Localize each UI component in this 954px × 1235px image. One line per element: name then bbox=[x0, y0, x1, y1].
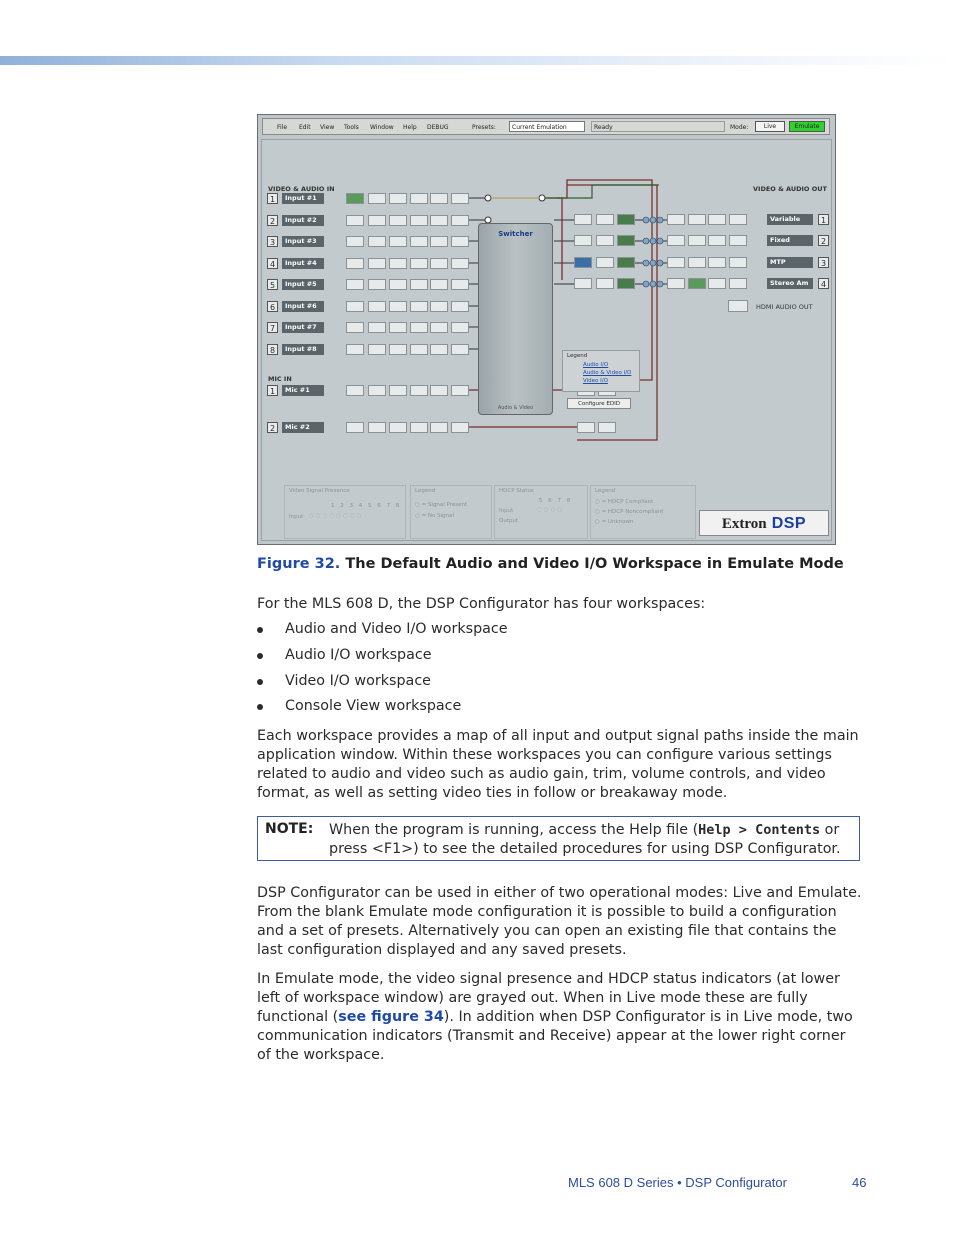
input-dsp-block[interactable] bbox=[410, 193, 428, 204]
legend-audio-video-io: Audio & Video I/O bbox=[583, 370, 632, 376]
mode-label: Mode: bbox=[730, 124, 749, 131]
input-number: 3 bbox=[267, 236, 278, 247]
output-dsp-block[interactable] bbox=[667, 257, 685, 268]
legend-video-io: Video I/O bbox=[583, 378, 608, 384]
output-number: 4 bbox=[818, 278, 829, 289]
mic-label[interactable]: Mic #1 bbox=[282, 385, 324, 396]
input-dsp-block[interactable] bbox=[451, 193, 469, 204]
figure-number: Figure 32. bbox=[257, 556, 341, 572]
output-dsp-block[interactable] bbox=[667, 235, 685, 246]
input-dsp-block[interactable] bbox=[346, 301, 364, 312]
menu-debug[interactable]: DEBUG bbox=[427, 124, 449, 131]
mic-dsp-block[interactable] bbox=[430, 422, 448, 433]
input-dsp-block[interactable] bbox=[368, 193, 386, 204]
mic-dsp-block[interactable] bbox=[368, 385, 386, 396]
output-dsp-block[interactable] bbox=[708, 257, 726, 268]
input-dsp-block[interactable] bbox=[430, 215, 448, 226]
input-dsp-block[interactable] bbox=[389, 322, 407, 333]
input-label[interactable]: Input #5 bbox=[282, 279, 324, 290]
input-dsp-block[interactable] bbox=[389, 236, 407, 247]
input-dsp-block[interactable] bbox=[410, 215, 428, 226]
hdcp-title: HDCP Status bbox=[499, 488, 534, 494]
mic-dsp-block[interactable] bbox=[368, 422, 386, 433]
input-dsp-block[interactable] bbox=[410, 236, 428, 247]
mic-number: 1 bbox=[267, 385, 278, 396]
mic-dsp-block[interactable] bbox=[410, 422, 428, 433]
output-mix-block[interactable] bbox=[617, 235, 635, 246]
input-dsp-block[interactable] bbox=[389, 279, 407, 290]
mic-dsp-block[interactable] bbox=[451, 385, 469, 396]
mic-dsp-block[interactable] bbox=[389, 422, 407, 433]
menu-file[interactable]: File bbox=[277, 124, 288, 131]
output-mix-block[interactable] bbox=[596, 235, 614, 246]
input-dsp-block[interactable] bbox=[430, 322, 448, 333]
input-dsp-block[interactable] bbox=[346, 193, 364, 204]
input-dsp-block[interactable] bbox=[368, 215, 386, 226]
vsp-numbers: 1 2 3 4 5 6 7 8 bbox=[331, 503, 402, 509]
input-dsp-block[interactable] bbox=[389, 344, 407, 355]
input-dsp-block[interactable] bbox=[346, 279, 364, 290]
output-dsp-block[interactable] bbox=[688, 214, 706, 225]
header-gradient-bar bbox=[0, 56, 954, 65]
mic-dsp-block[interactable] bbox=[346, 385, 364, 396]
output-mix-block[interactable] bbox=[574, 235, 592, 246]
output-dsp-block[interactable] bbox=[708, 278, 726, 289]
legend2-title: Legend bbox=[415, 488, 436, 494]
output-number: 1 bbox=[818, 214, 829, 225]
intro-paragraph: For the MLS 608 D, the DSP Configurator has four workspaces: bbox=[257, 596, 706, 612]
input-dsp-block[interactable] bbox=[368, 322, 386, 333]
input-dsp-block[interactable] bbox=[368, 258, 386, 269]
output-dsp-block[interactable] bbox=[688, 257, 706, 268]
mic-dsp-block[interactable] bbox=[430, 385, 448, 396]
workspace-description-paragraph: Each workspace provides a map of all input and output signal paths inside the main application window. Within these workspaces you can configure various settings related to audio and video such as audio gain, trim, volume controls, and video format, as well as setting video ties in follow or breakaway mode. bbox=[257, 728, 859, 801]
dsp-configurator-screenshot bbox=[257, 114, 836, 545]
output-fixed[interactable]: Fixed bbox=[767, 235, 813, 246]
status-field: Ready bbox=[591, 121, 725, 132]
extron-dsp-logo: Extron DSP bbox=[699, 510, 829, 536]
output-mix-block[interactable] bbox=[596, 257, 614, 268]
presets-select[interactable]: Current Emulation bbox=[509, 121, 585, 132]
input-number: 1 bbox=[267, 193, 278, 204]
video-signal-presence-panel bbox=[284, 485, 406, 539]
input-dsp-block[interactable] bbox=[346, 236, 364, 247]
legend3-title: Legend bbox=[595, 488, 616, 494]
input-dsp-block[interactable] bbox=[410, 344, 428, 355]
vsp-title: Video Signal Presence bbox=[289, 488, 350, 494]
input-dsp-block[interactable] bbox=[451, 258, 469, 269]
mic-dsp-block[interactable] bbox=[389, 385, 407, 396]
output-mix-block[interactable] bbox=[596, 278, 614, 289]
output-mix-block[interactable] bbox=[617, 278, 635, 289]
input-label[interactable]: Input #1 bbox=[282, 193, 324, 204]
input-dsp-block[interactable] bbox=[451, 322, 469, 333]
input-number: 8 bbox=[267, 344, 278, 355]
signal-legend-panel bbox=[410, 485, 492, 539]
input-label[interactable]: Input #8 bbox=[282, 344, 324, 355]
emulate-button[interactable]: Emulate bbox=[789, 121, 825, 132]
input-dsp-block[interactable] bbox=[389, 301, 407, 312]
hdcp-numbers: 5 6 7 8 bbox=[539, 498, 573, 504]
switcher-footer: Audio & Video bbox=[497, 405, 534, 411]
input-dsp-block[interactable] bbox=[451, 236, 469, 247]
hdmi-audio-out-label: HDMI AUDIO OUT bbox=[756, 303, 813, 311]
mic-dsp-block[interactable] bbox=[451, 422, 469, 433]
input-dsp-block[interactable] bbox=[410, 258, 428, 269]
output-mix-block[interactable] bbox=[574, 257, 592, 268]
page-number: 46 bbox=[852, 1175, 867, 1190]
output-mix-block[interactable] bbox=[574, 214, 592, 225]
vsp-indicators: ○○○○○○○○ bbox=[309, 513, 364, 519]
note-box bbox=[257, 816, 860, 861]
menu-bar bbox=[262, 118, 830, 135]
hdcp-status-panel bbox=[494, 485, 588, 539]
output-dsp-block[interactable] bbox=[667, 214, 685, 225]
output-number: 2 bbox=[818, 235, 829, 246]
input-dsp-block[interactable] bbox=[430, 279, 448, 290]
output-stereo-amp[interactable]: Stereo Am bbox=[767, 278, 813, 289]
input-dsp-block[interactable] bbox=[346, 344, 364, 355]
input-dsp-block[interactable] bbox=[410, 322, 428, 333]
presets-label: Presets: bbox=[472, 124, 496, 131]
output-dsp-block[interactable] bbox=[708, 214, 726, 225]
output-dsp-block[interactable] bbox=[729, 278, 747, 289]
input-dsp-block[interactable] bbox=[430, 258, 448, 269]
menu-edit[interactable]: Edit bbox=[299, 124, 311, 131]
output-number: 3 bbox=[818, 257, 829, 268]
input-dsp-block[interactable] bbox=[346, 322, 364, 333]
input-dsp-block[interactable] bbox=[410, 301, 428, 312]
input-dsp-block[interactable] bbox=[389, 258, 407, 269]
input-dsp-block[interactable] bbox=[346, 258, 364, 269]
input-dsp-block[interactable] bbox=[389, 215, 407, 226]
output-mix-block[interactable] bbox=[617, 214, 635, 225]
legend2-item: ○ = No Signal bbox=[415, 513, 455, 519]
menu-window[interactable]: Window bbox=[370, 124, 394, 131]
input-dsp-block[interactable] bbox=[451, 279, 469, 290]
legend3-item: ○ = Unknown bbox=[595, 519, 634, 525]
mic-mix-block[interactable] bbox=[577, 422, 595, 433]
input-number: 7 bbox=[267, 322, 278, 333]
menu-tools[interactable]: Tools bbox=[344, 124, 359, 131]
legend-title: Legend bbox=[567, 353, 588, 359]
mic-label[interactable]: Mic #2 bbox=[282, 422, 324, 433]
hdmi-audio-block[interactable] bbox=[728, 300, 748, 312]
input-number: 6 bbox=[267, 301, 278, 312]
modes-paragraph: DSP Configurator can be used in either of two operational modes: Live and Emulate. From the blank Emulate mode configuration it is possible to build a configuration and a set of presets. Alternatively you can open an existing file that contains the last configuration displayed and any saved presets. bbox=[257, 885, 862, 958]
see-figure-34-link[interactable]: see figure 34 bbox=[338, 1009, 444, 1025]
menu-view[interactable]: View bbox=[320, 124, 335, 131]
input-number: 5 bbox=[267, 279, 278, 290]
emulate-mode-paragraph: In Emulate mode, the video signal presence and HDCP status indicators (at lower left of workspace window) are grayed out. When in Live mode these are fully functional (see figure 34). In addition when DSP Configurator is in Live mode, two communication indicators (Transmit and Receive) appear at the lower right corner of the workspace. bbox=[257, 971, 853, 1063]
input-dsp-block[interactable] bbox=[346, 215, 364, 226]
input-dsp-block[interactable] bbox=[430, 344, 448, 355]
output-dsp-block[interactable] bbox=[729, 214, 747, 225]
video-audio-in-heading: VIDEO & AUDIO IN bbox=[268, 185, 335, 193]
hdcp-legend-panel bbox=[590, 485, 696, 539]
input-label[interactable]: Input #4 bbox=[282, 258, 324, 269]
figure-caption bbox=[257, 556, 844, 572]
vsp-input-label: Input bbox=[289, 514, 304, 520]
output-mtp[interactable]: MTP bbox=[767, 257, 813, 268]
input-dsp-block[interactable] bbox=[368, 344, 386, 355]
output-dsp-block[interactable] bbox=[708, 235, 726, 246]
input-dsp-block[interactable] bbox=[368, 236, 386, 247]
signal-legend bbox=[562, 350, 640, 392]
output-variable[interactable]: Variable bbox=[767, 214, 813, 225]
note-label: NOTE: bbox=[265, 821, 314, 837]
output-dsp-block[interactable] bbox=[688, 235, 706, 246]
output-dsp-block[interactable] bbox=[729, 235, 747, 246]
figure-caption-text: The Default Audio and Video I/O Workspace in Emulate Mode bbox=[345, 556, 844, 572]
output-dsp-block[interactable] bbox=[688, 278, 706, 289]
hdcp-output-label: Output bbox=[499, 518, 519, 524]
video-audio-out-heading: VIDEO & AUDIO OUT bbox=[753, 185, 827, 193]
mic-mix-block[interactable] bbox=[598, 422, 616, 433]
hdcp-input-label: Input bbox=[499, 508, 514, 514]
mic-dsp-block[interactable] bbox=[346, 422, 364, 433]
input-dsp-block[interactable] bbox=[451, 301, 469, 312]
input-number: 2 bbox=[267, 215, 278, 226]
input-dsp-block[interactable] bbox=[430, 301, 448, 312]
input-label[interactable]: Input #6 bbox=[282, 301, 324, 312]
input-dsp-block[interactable] bbox=[368, 279, 386, 290]
workspace-canvas bbox=[261, 139, 832, 541]
input-dsp-block[interactable] bbox=[389, 193, 407, 204]
output-mix-block[interactable] bbox=[617, 257, 635, 268]
input-dsp-block[interactable] bbox=[451, 215, 469, 226]
live-button[interactable]: Live bbox=[755, 121, 785, 132]
output-dsp-block[interactable] bbox=[729, 257, 747, 268]
input-dsp-block[interactable] bbox=[410, 279, 428, 290]
input-label[interactable]: Input #2 bbox=[282, 215, 324, 226]
input-label[interactable]: Input #7 bbox=[282, 322, 324, 333]
output-mix-block[interactable] bbox=[574, 278, 592, 289]
mic-in-heading: MIC IN bbox=[268, 375, 292, 383]
input-dsp-block[interactable] bbox=[430, 193, 448, 204]
mic-dsp-block[interactable] bbox=[410, 385, 428, 396]
mic-number: 2 bbox=[267, 422, 278, 433]
input-dsp-block[interactable] bbox=[430, 236, 448, 247]
hdcp-indicators: ○○○○ bbox=[537, 507, 565, 513]
output-dsp-block[interactable] bbox=[667, 278, 685, 289]
legend3-item: ○ = HDCP Noncompliant bbox=[595, 509, 664, 515]
output-mix-block[interactable] bbox=[596, 214, 614, 225]
input-number: 4 bbox=[267, 258, 278, 269]
note-text: When the program is running, access the Help file (Help > Contents or press <F1>) to see the detailed procedures for using DSP Configurator. bbox=[329, 822, 841, 857]
footer-title: MLS 608 D Series • DSP Configurator bbox=[568, 1175, 787, 1190]
menu-help[interactable]: Help bbox=[403, 124, 417, 131]
legend-audio-io: Audio I/O bbox=[583, 362, 609, 368]
configure-edid-button[interactable]: Configure EDID bbox=[567, 398, 631, 409]
switcher-title: Switcher bbox=[498, 230, 533, 238]
input-dsp-block[interactable] bbox=[368, 301, 386, 312]
legend3-item: ○ = HDCP Compliant bbox=[595, 499, 654, 505]
switcher-block[interactable] bbox=[478, 223, 553, 415]
input-label[interactable]: Input #3 bbox=[282, 236, 324, 247]
legend2-item: ○ = Signal Present bbox=[415, 502, 468, 508]
input-dsp-block[interactable] bbox=[451, 344, 469, 355]
